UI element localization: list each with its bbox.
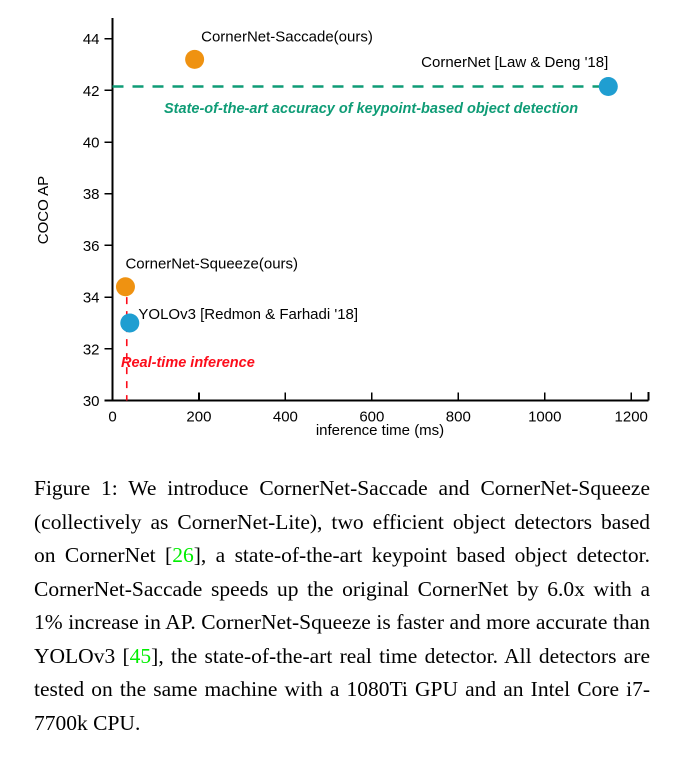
real-time-annotation: Real-time inference xyxy=(121,355,255,371)
caption-text-1: We introduce CornerNet-Saccade and CornerNet-Squeeze (collectively as CornerNet-Lite), two efficient object detectors based on CornerNet xyxy=(34,476,650,567)
reference-lines xyxy=(113,86,609,400)
x-axis-title: inference time (ms) xyxy=(315,422,445,439)
data-point-label-2: CornerNet-Squeeze(ours) xyxy=(125,255,299,273)
data-point-label-0: CornerNet-Saccade(ours) xyxy=(201,28,373,46)
axes xyxy=(113,18,649,401)
data-point-2[interactable] xyxy=(116,277,135,296)
y-tick-label-40: 40 xyxy=(82,134,100,152)
y-axis-ticks xyxy=(83,31,113,410)
x-tick-label-1000: 1000 xyxy=(528,408,562,426)
x-tick-label-800: 800 xyxy=(445,408,471,426)
x-tick-label-200: 200 xyxy=(186,408,212,426)
citation-26-number[interactable]: 26 xyxy=(172,543,194,567)
data-point-label-1: CornerNet [Law & Deng '18] xyxy=(421,54,609,72)
x-tick-label-0: 0 xyxy=(108,408,117,426)
y-tick-label-42: 42 xyxy=(82,82,100,100)
y-axis-title: COCO AP xyxy=(35,175,52,245)
y-tick-label-32: 32 xyxy=(82,341,100,359)
data-point-0[interactable] xyxy=(185,50,204,69)
y-tick-label-38: 38 xyxy=(82,186,100,204)
caption-text-2: , a state-of-the-art keypoint based object detector. CornerNet-Saccade speeds up the original CornerNet by 6.0x with a 1% increase in AP. CornerNet-Squeeze is faster and more accurate than YOLOv3 xyxy=(34,543,651,668)
citation-45-open-bracket: [ xyxy=(122,643,130,668)
y-tick-label-34: 34 xyxy=(82,289,100,307)
data-points xyxy=(116,50,618,333)
x-axis-ticks xyxy=(108,393,648,426)
citation-26-close-bracket: ] xyxy=(193,543,201,567)
citation-26-open-bracket: [ xyxy=(165,543,173,567)
sota-accuracy-annotation: State-of-the-art accuracy of keypoint-based object detection xyxy=(164,101,579,117)
x-tick-label-1200: 1200 xyxy=(614,408,648,426)
y-tick-label-30: 30 xyxy=(82,393,100,410)
data-point-label-3: YOLOv3 [Redmon & Farhadi '18] xyxy=(138,306,359,324)
caption-label: Figure 1: xyxy=(34,476,118,500)
y-tick-label-36: 36 xyxy=(82,237,100,255)
caption-text-3: , the state-of-the-art real time detector. All detectors are tested on the same machine with a 1080Ti GPU and an Intel Core i7-7700k CPU. xyxy=(34,643,650,735)
x-tick-label-400: 400 xyxy=(272,408,298,426)
data-point-3[interactable] xyxy=(120,313,139,332)
citation-45-number[interactable]: 45 xyxy=(129,643,152,668)
citation-45-close-bracket: ] xyxy=(151,643,159,668)
point-labels xyxy=(125,28,608,323)
y-tick-label-44: 44 xyxy=(82,31,100,49)
figure-caption xyxy=(34,472,650,740)
data-point-1[interactable] xyxy=(599,77,618,96)
x-tick-label-600: 600 xyxy=(359,408,385,426)
